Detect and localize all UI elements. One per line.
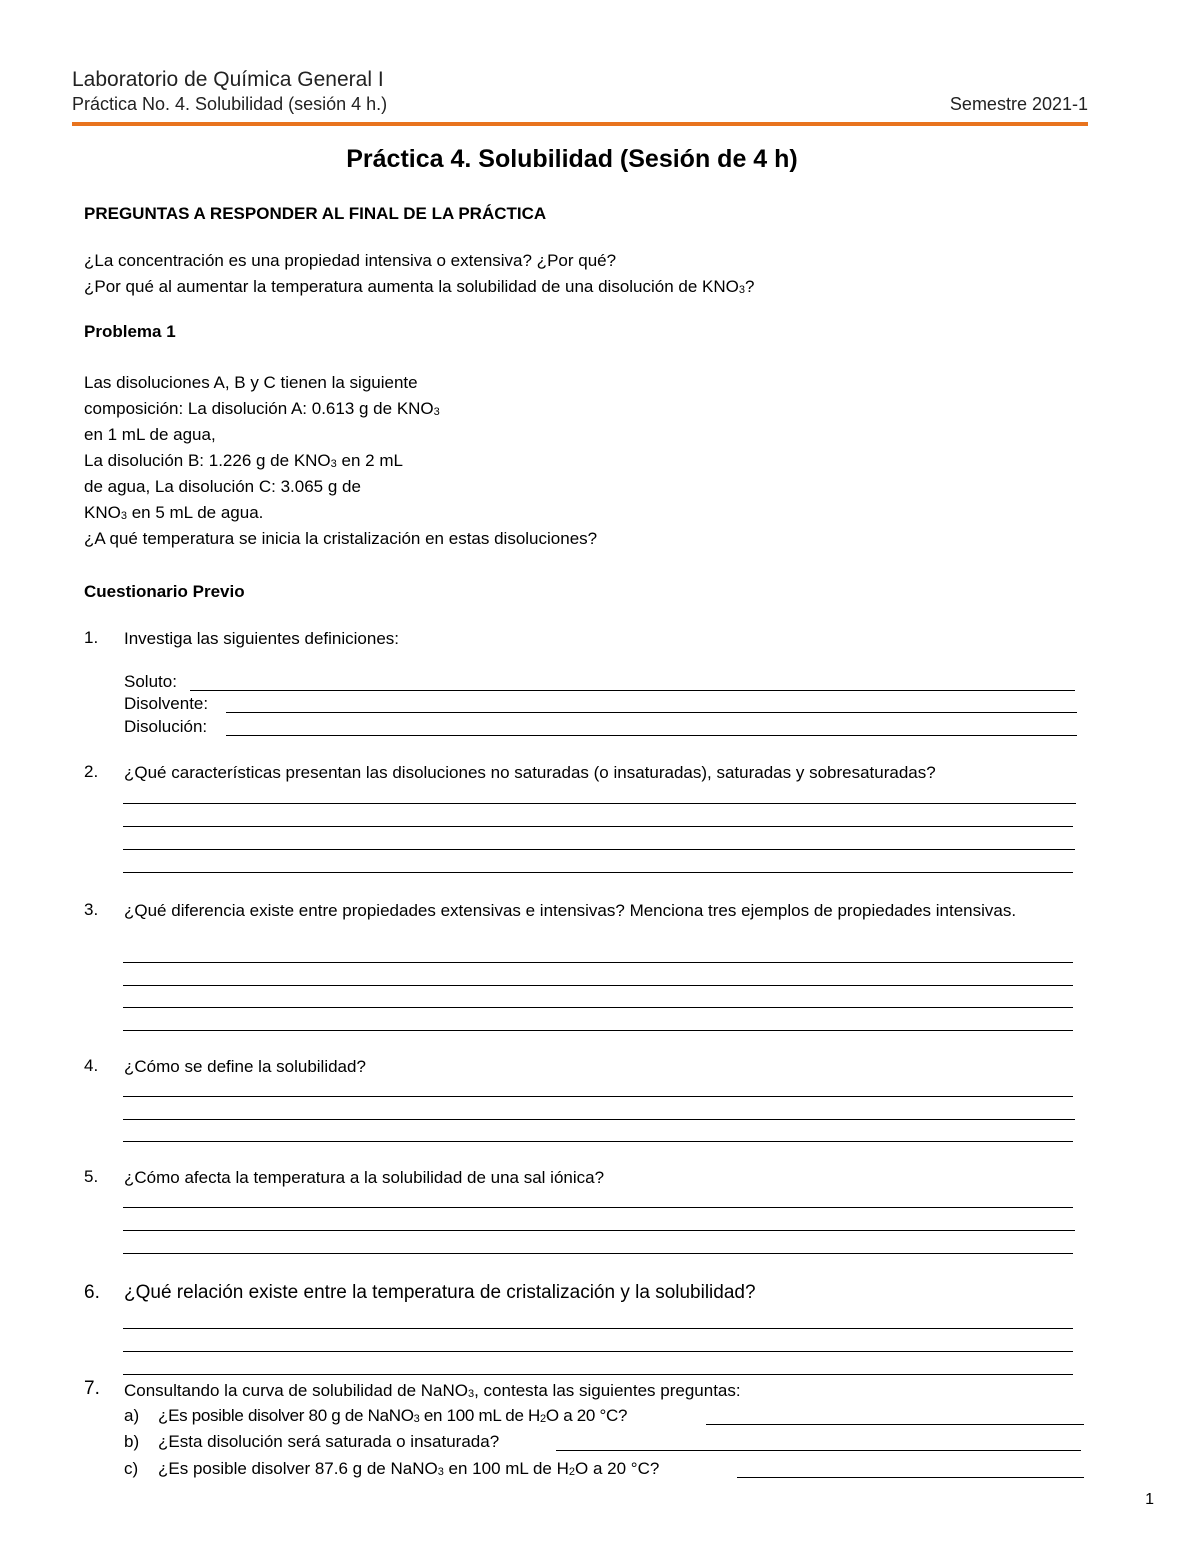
question-6-text: ¿Qué relación existe entre la temperatura de cristalización y la solubilidad? (124, 1282, 756, 1303)
answer-line-disolvente[interactable] (226, 712, 1077, 713)
header-semester: Semestre 2021-1 (949, 94, 1088, 114)
header-practice-subtitle: Práctica No. 4. Solubilidad (sesión 4 h.) (72, 94, 388, 114)
header-course-title: Laboratorio de Química General I (72, 68, 384, 91)
problem-line: de agua, La disolución C: 3.065 g de (84, 477, 361, 496)
answer-line-soluto[interactable] (190, 690, 1075, 691)
answer-line[interactable] (123, 1119, 1075, 1120)
answer-line[interactable] (123, 1207, 1073, 1208)
question-5-text: ¿Cómo afecta la temperatura a la solubilidad de una sal iónica? (124, 1168, 605, 1187)
question-4-text: ¿Cómo se define la solubilidad? (124, 1057, 366, 1076)
answer-line[interactable] (123, 826, 1073, 827)
answer-line[interactable] (123, 985, 1073, 986)
definition-disolvente-label: Disolvente: (124, 694, 209, 713)
final-question-2: ¿Por qué al aumentar la temperatura aumenta la solubilidad de una disolución de $KNO_3$? (84, 277, 755, 296)
answer-line[interactable] (123, 1253, 1073, 1254)
answer-line-7a[interactable] (706, 1424, 1084, 1425)
problem-line: composición: La disolución A: 0.613 g de $KNO_3$ (84, 399, 440, 418)
answer-line-disolucion[interactable] (226, 735, 1077, 736)
answer-line[interactable] (123, 1328, 1073, 1329)
definition-disolucion-label: Disolución: (124, 717, 208, 736)
question-number: 1. (84, 628, 99, 647)
answer-line[interactable] (123, 872, 1073, 873)
subquestion-label: c) (124, 1459, 139, 1478)
answer-line[interactable] (123, 803, 1076, 804)
subquestion-a-text: ¿Es posible disolver 80 g de NaNO$_3$ en 100 mL de $H_2O$ a 20 °C? (158, 1406, 628, 1425)
page-number: 1 (1145, 1491, 1154, 1508)
problem-question: ¿A qué temperatura se inicia la cristalización en estas disoluciones? (84, 529, 598, 548)
questionnaire-heading: Cuestionario Previo (84, 582, 245, 601)
question-number: 3. (84, 900, 99, 919)
answer-line[interactable] (123, 1007, 1073, 1008)
subquestion-c-text: ¿Es posible disolver 87.6 g de NaNO$_3$ en 100 mL de $H_2O$ a 20 °C? (158, 1459, 660, 1478)
answer-line[interactable] (123, 1030, 1073, 1031)
answer-line[interactable] (123, 1230, 1075, 1231)
problem-line: La disolución B: 1.226 g de $KNO_3$ en 2 mL (84, 451, 403, 470)
page-title: Práctica 4. Solubilidad (Sesión de 4 h) (346, 145, 798, 173)
question-3-text: ¿Qué diferencia existe entre propiedades extensivas e intensivas? Menciona tres ejemplos de propiedades intensivas. (124, 901, 1017, 920)
final-question-1: ¿La concentración es una propiedad intensiva o extensiva? ¿Por qué? (84, 251, 617, 270)
question-number: 2. (84, 762, 99, 781)
problem-heading: Problema 1 (84, 322, 176, 341)
answer-line[interactable] (123, 962, 1073, 963)
definition-soluto-label: Soluto: (124, 672, 177, 691)
answer-line[interactable] (123, 1141, 1073, 1142)
subquestion-b-text: ¿Esta disolución será saturada o insaturada? (158, 1432, 500, 1451)
question-7-text: Consultando la curva de solubilidad de NaNO$_3$, contesta las siguientes preguntas: (124, 1381, 741, 1400)
subquestion-label: b) (124, 1432, 140, 1451)
answer-line[interactable] (123, 1351, 1073, 1352)
question-1-text: Investiga las siguientes definiciones: (124, 629, 399, 648)
final-questions-heading: PREGUNTAS A RESPONDER AL FINAL DE LA PRÁCTICA (84, 204, 547, 223)
problem-line: Las disoluciones A, B y C tienen la siguiente (84, 373, 418, 392)
problem-line: en 1 mL de agua, (84, 425, 216, 444)
answer-line[interactable] (123, 849, 1075, 850)
question-number: 7. (84, 1378, 100, 1399)
question-2-text: ¿Qué características presentan las disoluciones no saturadas (o insaturadas), saturadas y sobresaturadas? (124, 763, 936, 782)
question-number: 6. (84, 1282, 100, 1303)
header-divider (72, 122, 1088, 126)
answer-line-7c[interactable] (737, 1477, 1084, 1478)
question-number: 4. (84, 1056, 99, 1075)
answer-line[interactable] (123, 1096, 1073, 1097)
problem-line: $KNO_3$ en 5 mL de agua. (84, 503, 264, 522)
answer-line-7b[interactable] (556, 1450, 1081, 1451)
answer-line[interactable] (123, 1374, 1073, 1375)
subquestion-label: a) (124, 1406, 140, 1425)
question-number: 5. (84, 1167, 99, 1186)
